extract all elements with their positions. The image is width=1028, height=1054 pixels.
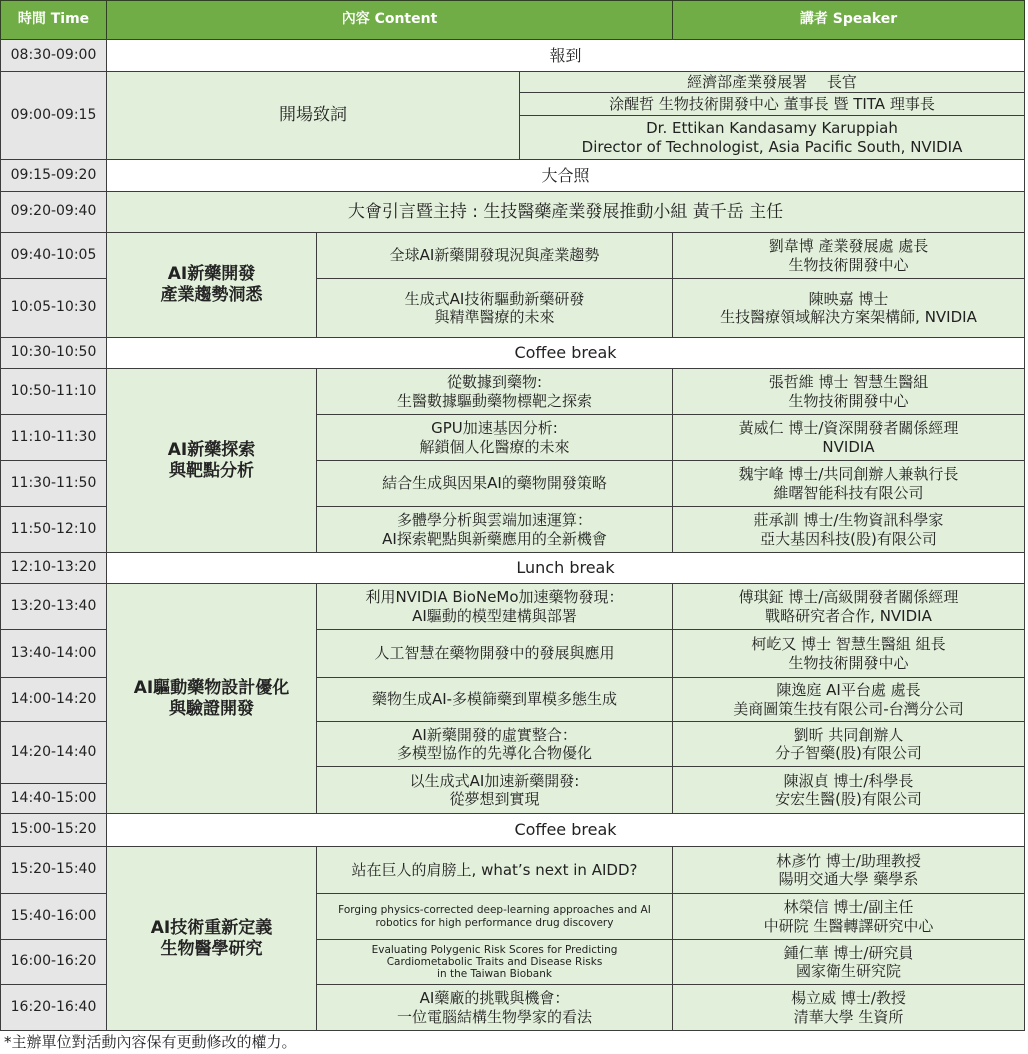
speaker-name: Dr. Ettikan Kandasamy Karuppiah — [646, 119, 898, 138]
time-label: 16:00-16:20 — [10, 953, 97, 970]
topic-line: 利用NVIDIA BioNeMo加速藥物發現： — [365, 588, 624, 607]
topic-line: 以生成式AI加速新藥開發: — [409, 771, 580, 790]
topic-line: 人工智慧在藥物開發中的發展與應用 — [374, 644, 615, 663]
coffee-break-label: Coffee break — [514, 820, 617, 840]
speaker-line: 美商圖策生技有限公司-台灣分公司 — [733, 699, 964, 718]
topic-line: Cardiometabolic Traits and Disease Risks — [386, 955, 603, 968]
registration-row — [106, 39, 1025, 72]
time-label: 09:15-09:20 — [10, 166, 97, 183]
keynote-host-row — [106, 191, 1025, 233]
keynote-host-label: 大會引言暨主持 : 生技醫藥產業發展推動小組 黃千岳 主任 — [347, 201, 784, 222]
speaker-cell — [672, 677, 1025, 722]
speaker-line: 戰略研究者合作, NVIDIA — [765, 606, 932, 625]
speaker-line: 中研院 生醫轉譯研究中心 — [763, 916, 934, 935]
topic-cell — [316, 629, 673, 678]
speaker-line: 分子智藥(股)有限公司 — [775, 744, 922, 762]
topic-line: 與精準醫療的未來 — [434, 308, 555, 326]
speaker-line: 黃威仁 博士/資深開發者關係經理 — [738, 419, 959, 438]
session-title-4 — [106, 846, 317, 1031]
speaker-line: 魏宇峰 博士/共同創辦人兼執行長 — [738, 465, 959, 484]
time-label: 15:40-16:00 — [10, 907, 97, 924]
session-title-2 — [106, 368, 317, 553]
opening-speaker-2 — [519, 92, 1025, 116]
speaker-cell — [672, 232, 1025, 279]
speaker-label: 涂醒哲 生物技術開發中心 董事長 暨 TITA 理事長 — [609, 94, 935, 113]
time-label: 09:00-09:15 — [10, 106, 97, 123]
time-cell — [0, 677, 107, 722]
time-label: 11:10-11:30 — [10, 428, 97, 445]
topic-cell — [316, 278, 673, 338]
time-cell — [0, 552, 107, 584]
speaker-line: NVIDIA — [822, 437, 875, 456]
speaker-line: 生物技術開發中心 — [788, 391, 909, 410]
time-cell — [0, 337, 107, 369]
topic-line: Evaluating Polygenic Risk Scores for Predicting — [371, 943, 618, 956]
speaker-label: 經濟部產業發展署 長官 — [687, 72, 857, 91]
speaker-line: 劉昕 共同創辦人 — [793, 725, 904, 744]
speaker-line: 生物技術開發中心 — [788, 653, 909, 672]
session-title-line: 產業趨勢洞悉 — [160, 285, 263, 305]
opening-speaker-1 — [519, 71, 1025, 93]
session-title-line: AI新藥開發 — [167, 264, 256, 285]
time-cell — [0, 460, 107, 507]
speaker-line: 安宏生醫(股)有限公司 — [775, 790, 922, 808]
speaker-cell — [672, 721, 1025, 767]
speaker-line: 傅琪鉦 博士/高級開發者關係經理 — [738, 588, 959, 607]
session-title-line: AI新藥探索 — [167, 439, 256, 460]
speaker-line: 張哲維 博士 智慧生醫組 — [768, 373, 929, 392]
time-cell — [0, 506, 107, 553]
lunch-break-label: Lunch break — [516, 558, 615, 578]
header-time — [0, 0, 107, 40]
speaker-line: 維曙智能科技有限公司 — [773, 483, 924, 502]
session-title-line: AI技術重新定義 — [150, 917, 273, 938]
session-title-line: 與靶點分析 — [169, 460, 254, 481]
time-label: 14:20-14:40 — [10, 743, 97, 760]
topic-line: 多模型協作的先導化合物優化 — [396, 744, 592, 762]
time-cell — [0, 583, 107, 630]
registration-label: 報到 — [549, 45, 582, 65]
topic-cell — [316, 893, 673, 940]
speaker-line: 國家衛生研究院 — [795, 962, 901, 980]
time-cell — [0, 813, 107, 847]
time-label: 11:50-12:10 — [10, 520, 97, 537]
group-photo-row — [106, 159, 1025, 192]
topic-line: AI驅動的模型建構與部署 — [412, 606, 577, 625]
speaker-cell — [672, 629, 1025, 678]
topic-line: AI探索靶點與新藥應用的全新機會 — [382, 529, 607, 548]
topic-cell — [316, 460, 673, 507]
speaker-line: 亞大基因科技(股)有限公司 — [760, 529, 937, 548]
session-title-3 — [106, 583, 317, 814]
time-label: 13:40-14:00 — [10, 644, 97, 661]
time-label: 09:40-10:05 — [10, 246, 97, 263]
topic-line: 藥物生成AI-多模篩藥到單模多態生成 — [371, 690, 618, 709]
group-photo-label: 大合照 — [541, 165, 590, 185]
opening-speaker-3 — [519, 115, 1025, 160]
header-speaker — [672, 0, 1025, 40]
speaker-cell — [672, 766, 1025, 814]
speaker-line: 生技醫療領域解決方案架構師, NVIDIA — [720, 308, 977, 326]
coffee-break-row — [106, 337, 1025, 369]
topic-line: 從夢想到實現 — [449, 790, 540, 808]
speaker-line: 陳逸庭 AI平台處 處長 — [776, 681, 921, 700]
time-label: 15:00-15:20 — [10, 821, 97, 838]
time-cell — [0, 984, 107, 1031]
time-cell — [0, 414, 107, 461]
session-title-line: 與驗證開發 — [169, 698, 254, 719]
speaker-cell — [672, 939, 1025, 985]
time-label: 14:00-14:20 — [10, 690, 97, 707]
time-label: 08:30-09:00 — [10, 46, 97, 63]
speaker-cell — [672, 278, 1025, 338]
topic-cell — [316, 846, 673, 894]
topic-line: in the Taiwan Biobank — [437, 968, 552, 981]
time-cell — [0, 893, 107, 940]
speaker-line: 楊立威 博士/教授 — [791, 989, 906, 1008]
time-label: 10:30-10:50 — [10, 344, 97, 361]
topic-line: 全球AI新藥開發現況與產業趨勢 — [389, 246, 600, 265]
time-label: 11:30-11:50 — [10, 474, 97, 491]
speaker-line: 清華大學 生資所 — [793, 1007, 904, 1026]
speaker-line: 陽明交通大學 藥學系 — [778, 870, 919, 888]
time-label: 10:05-10:30 — [10, 299, 97, 316]
time-cell — [0, 846, 107, 894]
speaker-line: 陳映嘉 博士 — [808, 289, 889, 308]
speaker-cell — [672, 583, 1025, 630]
lunch-break-row — [106, 552, 1025, 584]
time-cell — [0, 159, 107, 192]
speaker-line: 鍾仁華 博士/研究員 — [783, 943, 914, 962]
speaker-cell — [672, 506, 1025, 553]
topic-line: 生醫數據驅動藥物標靶之探索 — [396, 391, 592, 410]
topic-line: 解鎖個人化醫療的未來 — [419, 437, 570, 456]
time-label: 12:10-13:20 — [10, 559, 97, 576]
time-cell — [0, 71, 107, 160]
topic-cell — [316, 506, 673, 553]
speaker-cell — [672, 984, 1025, 1031]
coffee-break-row — [106, 813, 1025, 847]
opening-remarks-label: 開場致詞 — [279, 105, 347, 126]
topic-line: 生成式AI技術驅動新藥研發 — [404, 289, 585, 308]
speaker-cell — [672, 846, 1025, 894]
time-label: 10:50-11:10 — [10, 382, 97, 399]
time-cell — [0, 939, 107, 985]
topic-line: 從數據到藥物: — [446, 373, 543, 392]
topic-cell — [316, 766, 673, 814]
time-label: 13:20-13:40 — [10, 597, 97, 614]
time-cell — [0, 278, 107, 338]
topic-line: GPU加速基因分析: — [431, 419, 558, 438]
topic-cell — [316, 677, 673, 722]
topic-cell — [316, 414, 673, 461]
speaker-line: 林榮信 博士/副主任 — [783, 898, 914, 917]
topic-line: 結合生成與因果AI的藥物開發策略 — [382, 474, 607, 493]
speaker-line: 莊承訓 博士/生物資訊科學家 — [753, 511, 944, 530]
time-cell — [0, 629, 107, 678]
speaker-line: 林彥竹 博士/助理教授 — [776, 851, 921, 870]
speaker-cell — [672, 460, 1025, 507]
header-speaker-label: 講者 Speaker — [799, 11, 898, 28]
session-title-line: AI驅動藥物設計優化 — [133, 677, 290, 698]
topic-cell — [316, 939, 673, 985]
topic-cell — [316, 232, 673, 279]
topic-cell — [316, 583, 673, 630]
topic-line: AI藥廠的挑戰與機會： — [419, 989, 570, 1008]
coffee-break-label: Coffee break — [514, 343, 617, 363]
time-cell — [0, 39, 107, 72]
time-cell — [0, 368, 107, 415]
time-cell — [0, 232, 107, 279]
topic-line: robotics for high performance drug discovery — [375, 916, 614, 929]
topic-cell — [316, 368, 673, 415]
topic-line: 一位電腦結構生物學家的看法 — [396, 1007, 592, 1026]
time-cell — [0, 783, 107, 814]
speaker-cell — [672, 414, 1025, 461]
topic-cell — [316, 984, 673, 1031]
opening-remarks-cell — [106, 71, 520, 160]
session-title-line: 生物醫學研究 — [160, 938, 263, 959]
topic-line: AI新藥開發的虛實整合： — [412, 725, 577, 744]
speaker-line: 生物技術開發中心 — [788, 255, 909, 274]
header-content — [106, 0, 673, 40]
speaker-line: 陳淑貞 博士/科學長 — [783, 771, 914, 790]
topic-line: Forging physics-corrected deep-learning approaches and AI — [338, 903, 651, 916]
speaker-cell — [672, 368, 1025, 415]
session-title-1 — [106, 232, 317, 338]
time-cell — [0, 191, 107, 233]
topic-cell — [316, 721, 673, 767]
speaker-line: 柯屹又 博士 智慧生醫組 組長 — [751, 635, 946, 654]
topic-line: 多體學分析與雲端加速運算： — [396, 511, 592, 530]
header-content-label: 內容 Content — [341, 11, 438, 28]
footnote: *主辦單位對活動內容保有更動修改的權力。 — [4, 1033, 297, 1051]
speaker-line: 劉韋博 產業發展處 處長 — [768, 237, 929, 256]
time-cell — [0, 721, 107, 784]
header-time-label: 時間 Time — [17, 11, 90, 28]
speaker-title: Director of Technologist, Asia Pacific South, NVIDIA — [581, 137, 963, 156]
topic-line: 站在巨人的肩膀上, what’s next in AIDD? — [351, 860, 638, 879]
time-label: 14:40-15:00 — [10, 789, 97, 806]
speaker-cell — [672, 893, 1025, 940]
time-label: 15:20-15:40 — [10, 861, 97, 878]
time-label: 09:20-09:40 — [10, 203, 97, 220]
time-label: 16:20-16:40 — [10, 998, 97, 1015]
